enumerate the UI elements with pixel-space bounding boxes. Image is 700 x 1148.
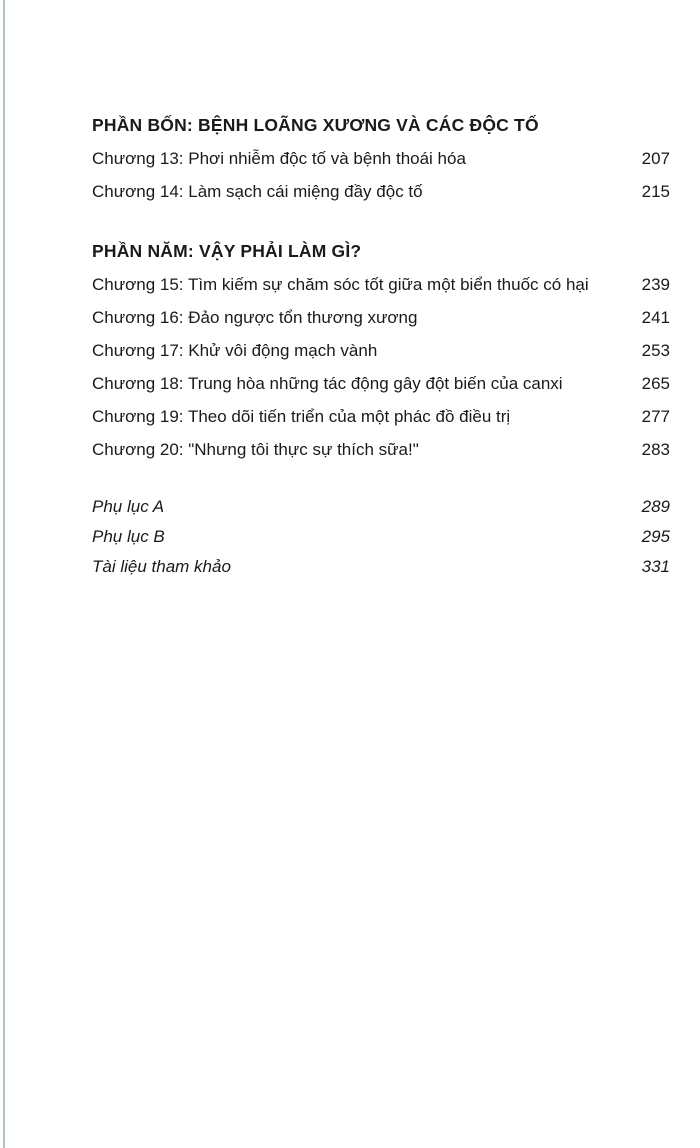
- entry-page-number: 253: [641, 341, 670, 360]
- toc-entry: [92, 301, 672, 334]
- part-title: PHẦN BỐN: BỆNH LOÃNG XƯƠNG VÀ CÁC ĐỘC TỐ: [92, 115, 539, 135]
- page-edge-line: [3, 0, 5, 1148]
- toc-entry: [92, 367, 672, 400]
- table-of-contents: [92, 108, 672, 608]
- entry-page-number: 241: [641, 308, 670, 327]
- entry-page-number: 265: [641, 374, 670, 393]
- toc-section-part-four: [92, 108, 672, 208]
- entry-label: Chương 15: Tìm kiếm sự chăm sóc tốt giữa một biển thuốc có hại: [92, 275, 589, 294]
- part-title: PHẦN NĂM: VẬY PHẢI LÀM GÌ?: [92, 241, 362, 261]
- entry-page-number: 295: [641, 527, 670, 546]
- entry-page-number: 277: [641, 407, 670, 426]
- entry-page-number: 289: [641, 497, 670, 516]
- entry-page-number: 239: [641, 275, 670, 294]
- entry-label: Chương 13: Phơi nhiễm độc tố và bệnh thoái hóa: [92, 149, 466, 168]
- entry-label: Chương 17: Khử vôi động mạch vành: [92, 341, 378, 360]
- toc-entry: [92, 400, 672, 433]
- toc-entry-appendix: [92, 522, 672, 552]
- toc-entry: [92, 268, 672, 301]
- entry-page-number: 207: [641, 149, 670, 168]
- toc-entry: [92, 334, 672, 367]
- toc-entry: [92, 433, 672, 466]
- entry-label: Phụ lục B: [92, 527, 165, 546]
- entry-label: Chương 19: Theo dõi tiến triển của một phác đồ điều trị: [92, 407, 511, 426]
- toc-entry-references: [92, 552, 672, 582]
- entry-label: Chương 18: Trung hòa những tác động gây đột biến của canxi: [92, 374, 563, 393]
- entry-label: Chương 16: Đảo ngược tổn thương xương: [92, 308, 418, 327]
- entry-page-number: 283: [641, 440, 670, 459]
- toc-entry: [92, 175, 672, 208]
- entry-page-number: 331: [641, 557, 670, 576]
- toc-entry: [92, 142, 672, 175]
- entry-label: Phụ lục A: [92, 497, 165, 516]
- entry-label: Chương 20: "Nhưng tôi thực sự thích sữa!": [92, 440, 419, 459]
- entry-label: Tài liệu tham khảo: [92, 557, 231, 576]
- entry-label: Chương 14: Làm sạch cái miệng đầy độc tố: [92, 182, 423, 201]
- toc-section-part-five: [92, 234, 672, 466]
- toc-section-appendices: [92, 492, 672, 582]
- toc-entry-appendix: [92, 492, 672, 522]
- entry-page-number: 215: [641, 182, 670, 201]
